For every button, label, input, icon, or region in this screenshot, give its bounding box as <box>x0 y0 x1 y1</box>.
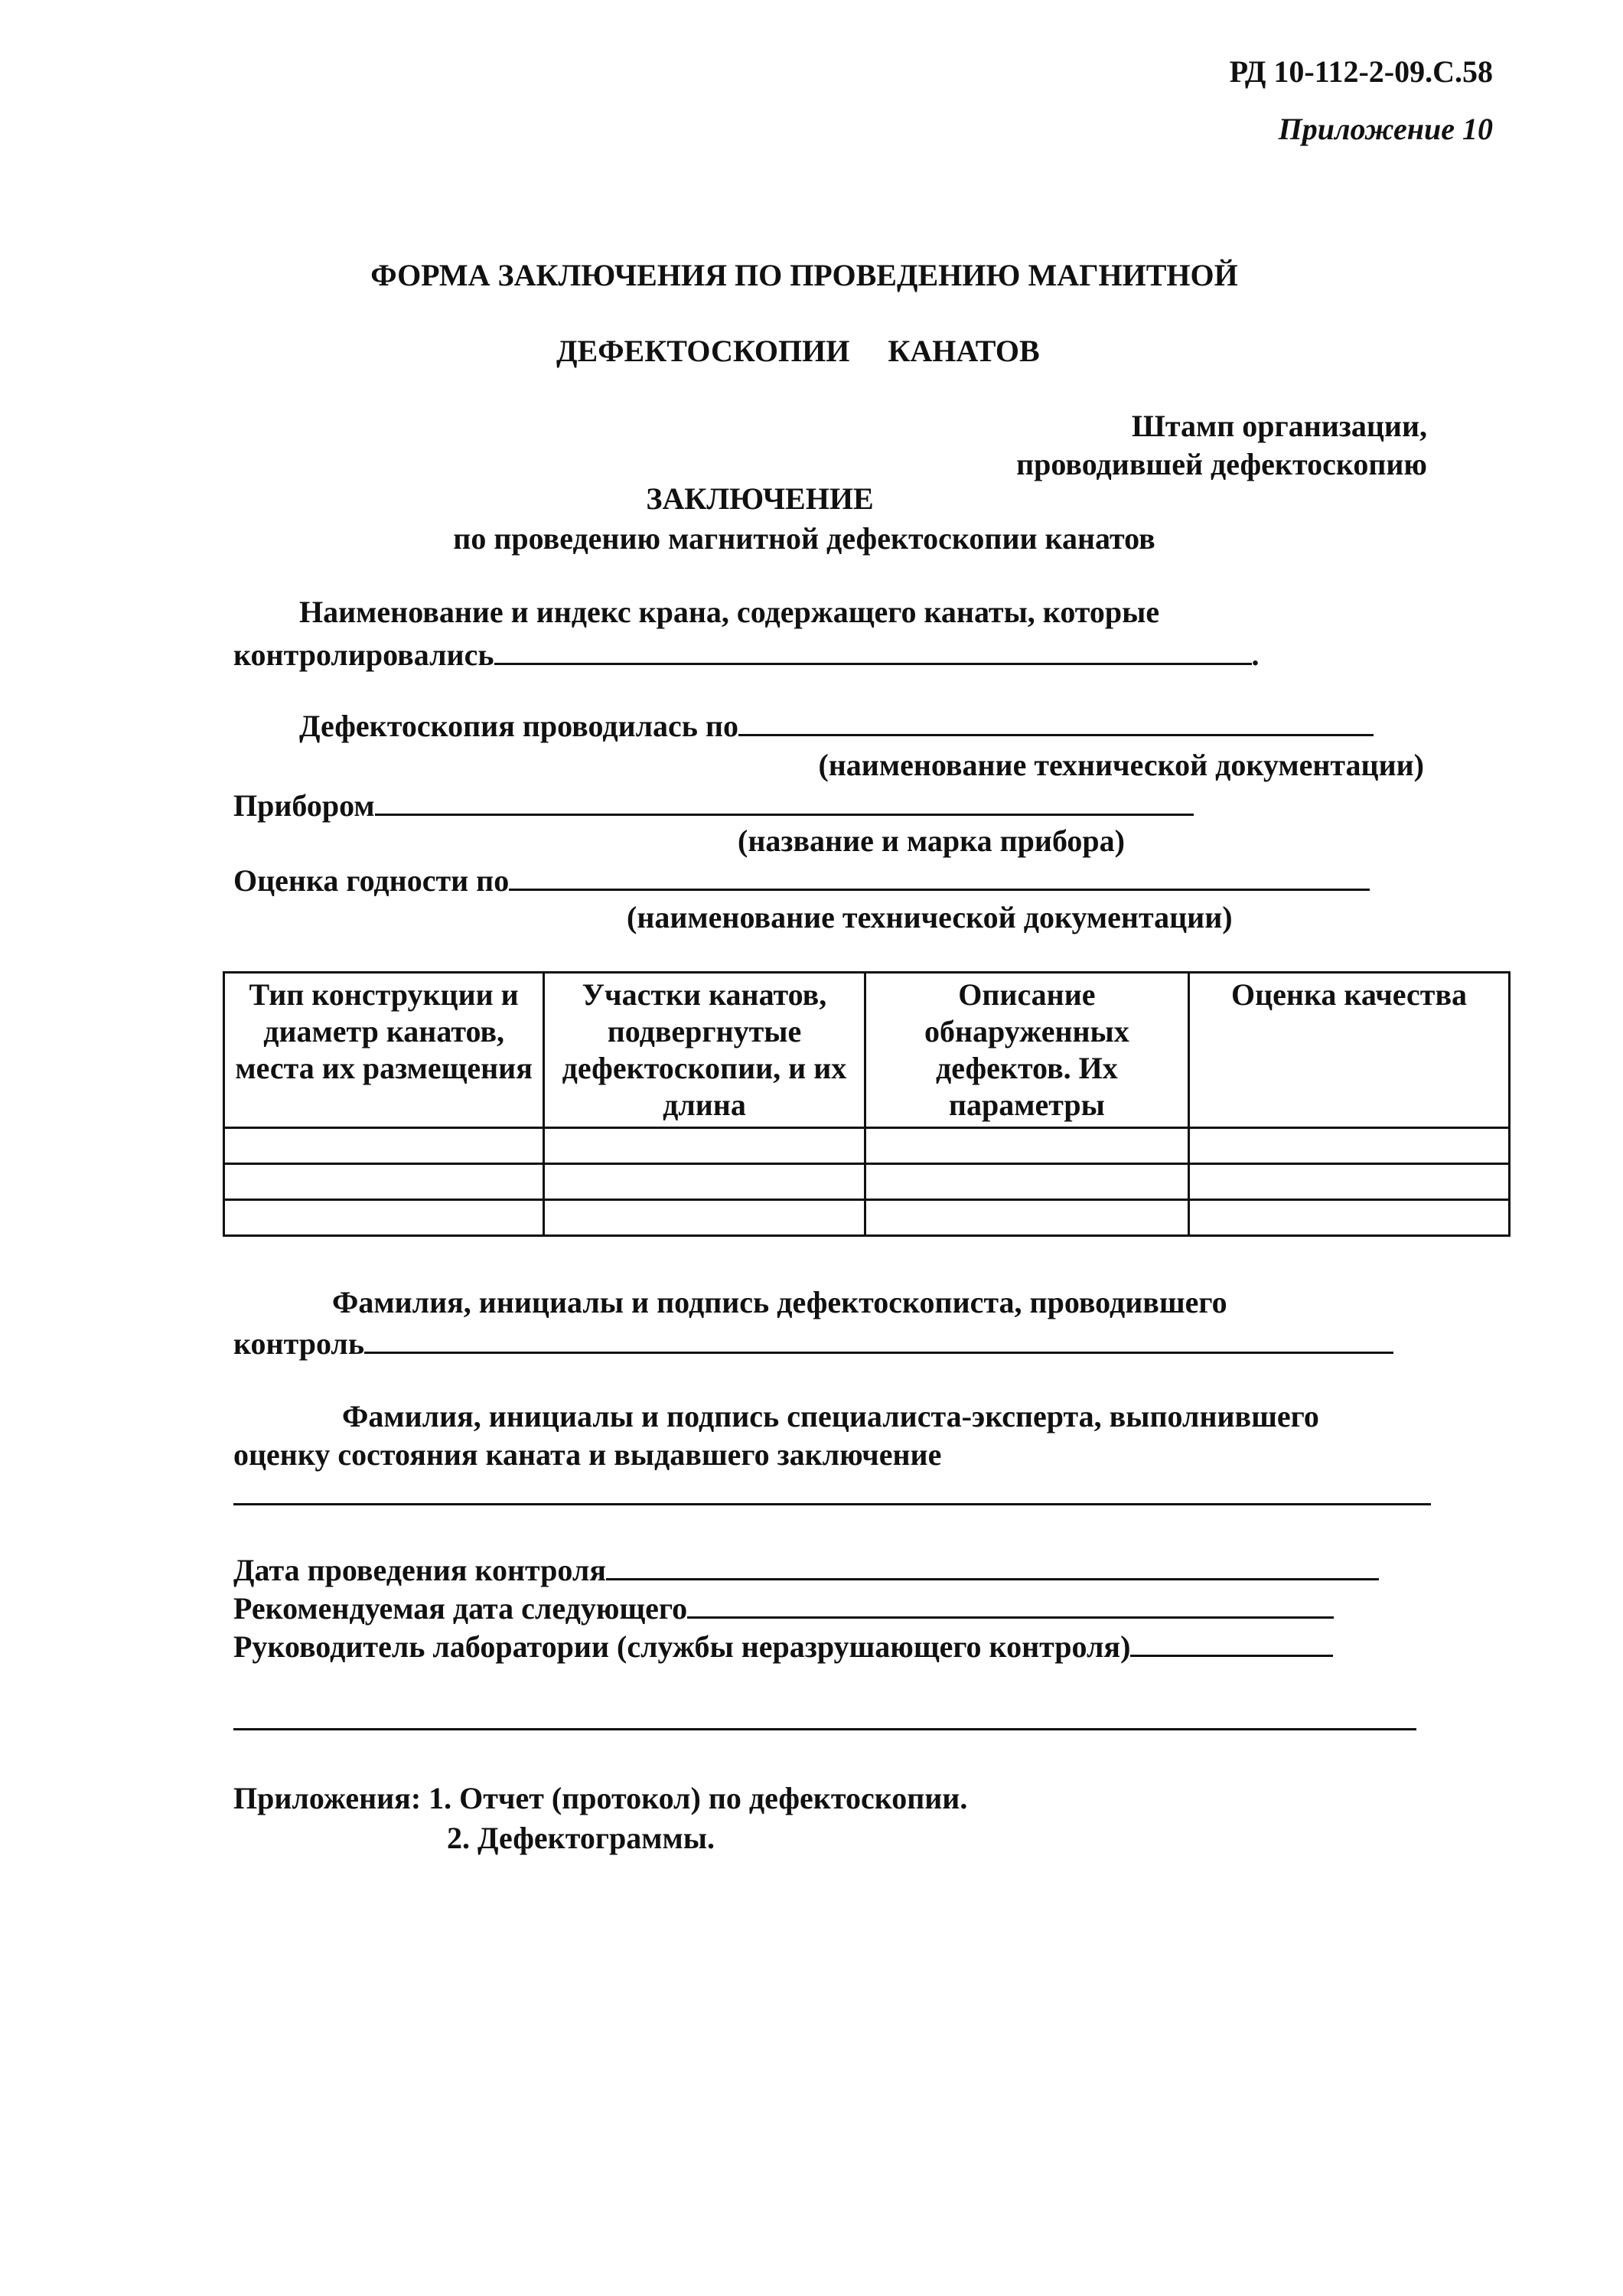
device-field <box>233 786 1194 824</box>
stamp-line2: проводившей дефектоскопию <box>1016 447 1427 481</box>
expert-label-cont: оценку состояния каната и выдавшего заключение <box>233 1437 942 1472</box>
table-header-cell: Описание обнаруженных дефектов. Их параметры <box>865 973 1188 1128</box>
date-input-line[interactable] <box>606 1551 1379 1580</box>
table-cell[interactable] <box>1189 1164 1510 1200</box>
device-hint: (название и марка прибора) <box>738 823 1125 858</box>
table-cell[interactable] <box>224 1164 544 1200</box>
appendix-label: Приложение 10 <box>1278 112 1493 146</box>
method-label: Дефектоскопия проводилась по <box>299 709 739 743</box>
table-header-cell: Участки канатов, подвергнутые дефектоскопии, и их длина <box>544 973 865 1128</box>
expert-signature-line[interactable] <box>233 1503 1431 1505</box>
crane-label-cont: контролировались <box>233 638 494 672</box>
stamp-line1: Штамп организации, <box>1131 409 1427 443</box>
table-cell[interactable] <box>865 1128 1188 1164</box>
assessment-input-line[interactable] <box>509 861 1370 891</box>
crane-end: . <box>1251 638 1260 672</box>
table-header-row <box>224 973 1510 1128</box>
table-cell[interactable] <box>1189 1200 1510 1236</box>
form-title-line2: ДЕФЕКТОСКОПИИ КАНАТОВ <box>556 334 1040 368</box>
next-date-field <box>233 1589 1334 1627</box>
table-cell[interactable] <box>865 1164 1188 1200</box>
conclusion-heading: ЗАКЛЮЧЕНИЕ <box>646 481 874 516</box>
form-title-line1: ФОРМА ЗАКЛЮЧЕНИЯ ПО ПРОВЕДЕНИЮ МАГНИТНОЙ <box>370 258 1238 292</box>
method-hint: (наименование технической документации) <box>818 748 1424 782</box>
inspector-label-cont: контроль <box>233 1326 365 1361</box>
table-cell[interactable] <box>544 1164 865 1200</box>
crane-input-line[interactable] <box>494 635 1252 665</box>
conclusion-subheading: по проведению магнитной дефектоскопии канатов <box>453 521 1155 556</box>
table-row <box>224 1200 1510 1236</box>
table-cell[interactable] <box>865 1200 1188 1236</box>
lab-head-label: Руководитель лаборатории (службы неразрушающего контроля) <box>233 1629 1131 1664</box>
lab-head-field <box>233 1627 1333 1665</box>
assessment-hint: (наименование технической документации) <box>627 900 1233 934</box>
method-input-line[interactable] <box>738 706 1374 736</box>
date-label: Дата проведения контроля <box>233 1553 606 1587</box>
crane-field <box>233 635 1260 673</box>
document-code: РД 10-112-2-09.С.58 <box>1229 54 1493 89</box>
device-label: Прибором <box>233 788 375 823</box>
inspector-signature-line[interactable] <box>364 1324 1393 1354</box>
attachments-label: Приложения: 1. Отчет (протокол) по дефектоскопии. <box>233 1781 968 1815</box>
method-field <box>299 706 1374 745</box>
next-date-label: Рекомендуемая дата следующего <box>233 1591 688 1626</box>
table-cell[interactable] <box>224 1200 544 1236</box>
inspector-label: Фамилия, инициалы и подпись дефектоскописта, проводившего <box>332 1285 1227 1319</box>
assessment-field <box>233 861 1370 899</box>
crane-label: Наименование и индекс крана, содержащего канаты, которые <box>299 595 1160 629</box>
next-date-input-line[interactable] <box>687 1589 1334 1619</box>
device-input-line[interactable] <box>375 786 1194 816</box>
table-cell[interactable] <box>224 1128 544 1164</box>
lab-head-signature-line[interactable] <box>233 1728 1416 1730</box>
table-header-cell: Тип конструкции и диаметр канатов, места их размещения <box>224 973 544 1128</box>
assessment-label: Оценка годности по <box>233 863 510 898</box>
inspector-field <box>233 1324 1393 1362</box>
date-field <box>233 1551 1379 1589</box>
table-row <box>224 1128 1510 1164</box>
expert-label: Фамилия, инициалы и подпись специалиста-эксперта, выполнившего <box>342 1399 1319 1433</box>
table-cell[interactable] <box>544 1200 865 1236</box>
table-header-cell: Оценка качества <box>1189 973 1510 1128</box>
table-cell[interactable] <box>1189 1128 1510 1164</box>
table-cell[interactable] <box>544 1128 865 1164</box>
attachment-item-2: 2. Дефектограммы. <box>447 1821 715 1855</box>
results-table <box>223 971 1511 1237</box>
lab-head-input-line[interactable] <box>1130 1627 1333 1657</box>
table-row <box>224 1164 1510 1200</box>
